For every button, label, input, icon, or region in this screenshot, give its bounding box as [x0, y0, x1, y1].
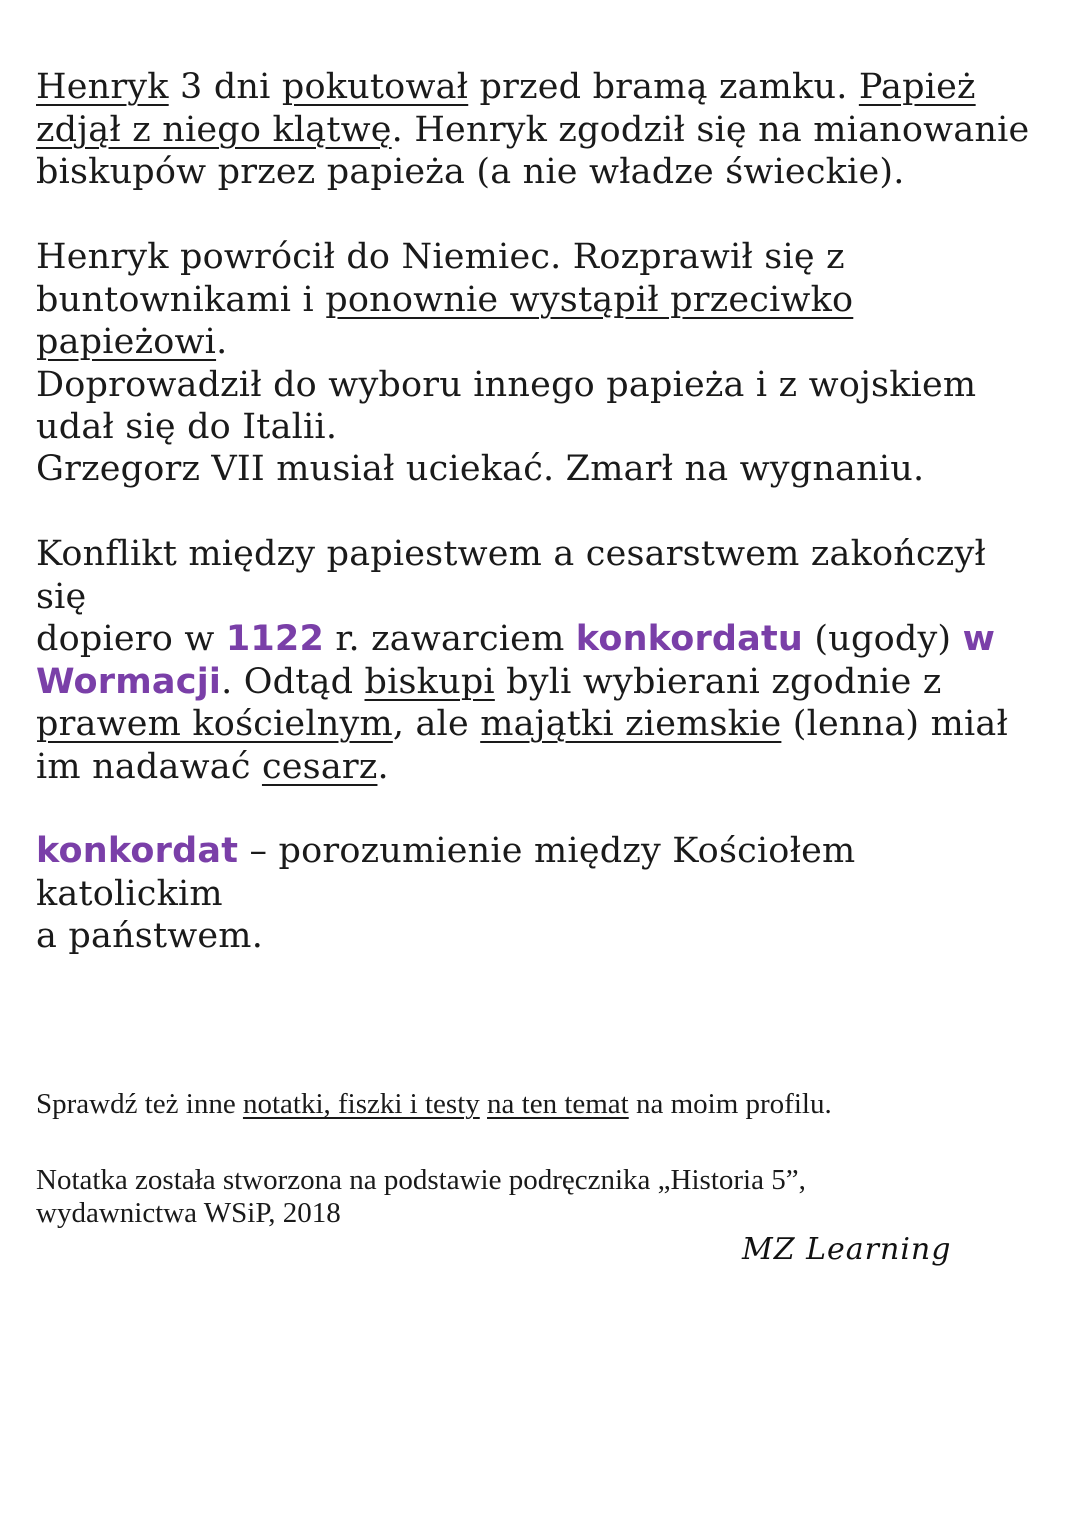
- underlined-zdjal-klatwe: zdjął z niego klątwę: [36, 109, 392, 150]
- link-na-ten-temat[interactable]: na ten temat: [487, 1088, 629, 1120]
- text: , ale: [392, 704, 481, 744]
- text: Doprowadził do wyboru innego papieża i z wojskiem: [36, 364, 977, 405]
- text: .: [216, 322, 228, 362]
- link-notatki-fiszki-testy[interactable]: notatki, fiszki i testy: [242, 1088, 480, 1120]
- footer-source: [36, 1164, 1046, 1230]
- definition-text: a państwem.: [36, 916, 264, 956]
- text: (ugody): [803, 619, 963, 659]
- underlined-biskupi: biskupi: [364, 661, 495, 702]
- underlined-cesarz: cesarz: [261, 746, 378, 787]
- highlight-year-1122: 1122: [225, 619, 325, 659]
- definition-term: konkordat: [36, 831, 239, 871]
- text: Henryk powrócił do Niemiec. Rozprawił się z: [36, 237, 845, 277]
- paragraph-henryk-penance: [36, 66, 1046, 194]
- text: byli wybierani zgodnie z: [494, 661, 942, 702]
- definition-text: – porozumienie między Kościołem katolickim: [36, 831, 856, 914]
- signature-mz-learning: MZ Learning: [742, 1232, 952, 1267]
- text: na moim profilu.: [628, 1088, 832, 1120]
- text: im nadawać: [36, 746, 262, 787]
- text: Konflikt między papiestwem a cesarstwem zakończył się: [36, 534, 986, 617]
- highlight-konkordatu: konkordatu: [575, 619, 804, 659]
- text: buntownikami i: [36, 279, 326, 320]
- text: Notatka została stworzona na podstawie podręcznika „Historia 5”,: [36, 1164, 806, 1196]
- underlined-henryk: Henryk: [36, 67, 169, 107]
- underlined-ponownie-wystapil: ponownie wystąpił przeciwko papieżowi: [36, 279, 854, 362]
- text: . Odtąd: [221, 661, 365, 702]
- text: dopiero w: [36, 619, 226, 659]
- text: r. zawarciem: [324, 619, 576, 659]
- underlined-prawem-koscielnym: prawem kościelnym: [36, 704, 393, 744]
- text: Grzegorz VII musiał uciekać. Zmarł na wygnaniu.: [36, 449, 925, 489]
- footer-check-profile: [36, 1088, 1046, 1121]
- text: .: [377, 746, 389, 787]
- underlined-majatki-ziemskie: majątki ziemskie: [480, 704, 782, 744]
- paragraph-konkordat-worms: [36, 533, 1046, 788]
- definition-konkordat: [36, 830, 1046, 958]
- paragraph-henryk-return: [36, 236, 1046, 449]
- text: biskupów przez papieża (a nie władze świeckie).: [36, 152, 905, 192]
- paragraph-grzegorz: [36, 448, 1046, 491]
- text: wydawnictwa WSiP, 2018: [36, 1197, 341, 1229]
- text: 3 dni: [168, 67, 282, 107]
- text: udał się do Italii.: [36, 407, 338, 447]
- text: przed bramą zamku.: [468, 67, 859, 107]
- text: (lenna) miał: [781, 704, 1009, 744]
- highlight-w: w: [962, 619, 996, 659]
- text: Sprawdź też inne: [36, 1088, 243, 1120]
- underlined-pokutowal: pokutował: [281, 67, 469, 107]
- highlight-wormacji: Wormacji: [36, 661, 222, 702]
- underlined-papiez: Papież: [858, 67, 976, 107]
- text: . Henryk zgodził się na mianowanie: [391, 109, 1030, 150]
